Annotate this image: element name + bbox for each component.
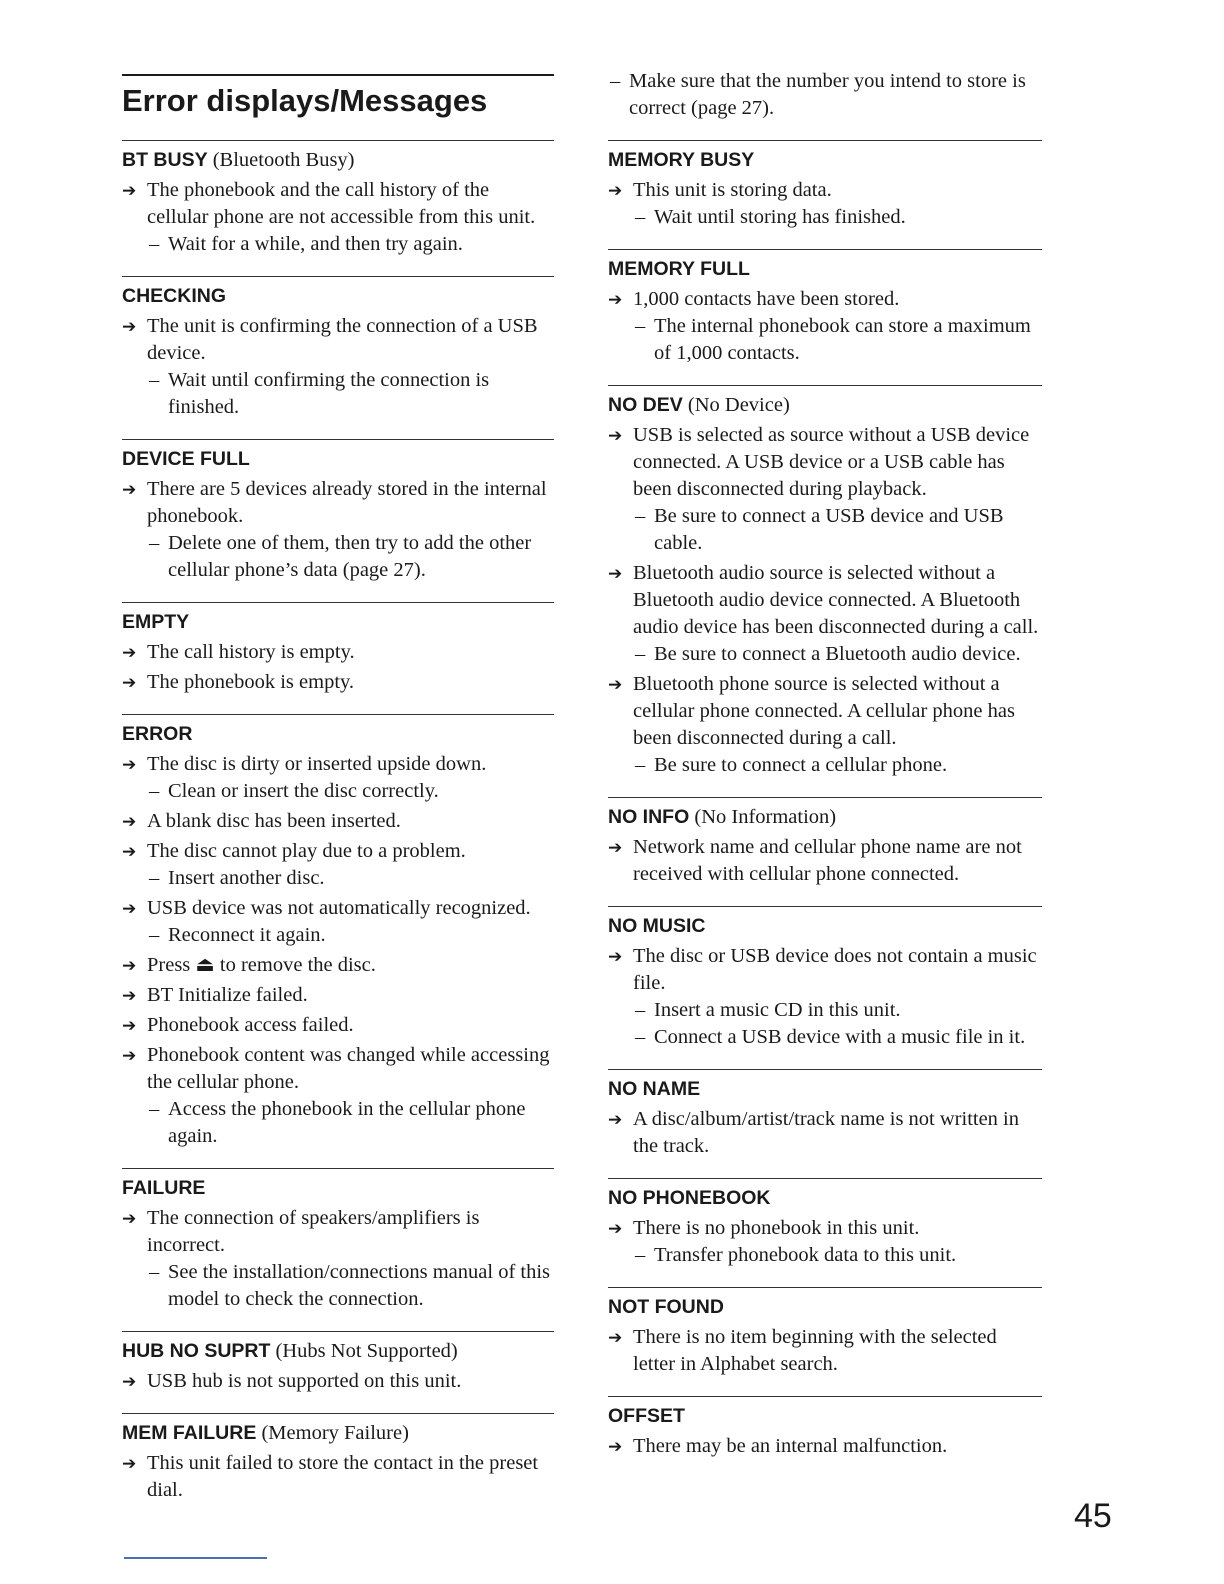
arrow-icon: ➔ bbox=[608, 947, 623, 966]
remedy-text: Connect a USB device with a music file in it. bbox=[654, 1026, 1026, 1048]
error-entry bbox=[122, 714, 554, 1168]
remedy-item bbox=[633, 752, 1042, 779]
right-column bbox=[608, 68, 1042, 1478]
error-code: DEVICE FULL bbox=[122, 448, 250, 470]
arrow-icon: ➔ bbox=[608, 1328, 623, 1347]
remedy-item bbox=[633, 997, 1042, 1024]
error-code: EMPTY bbox=[122, 611, 190, 633]
remedy-text: See the installation/connections manual of this model to check the connection. bbox=[168, 1261, 551, 1310]
error-description: (Memory Failure) bbox=[261, 1422, 409, 1444]
entry-heading bbox=[122, 1175, 554, 1202]
dash-marker: – bbox=[149, 780, 160, 802]
entry-heading bbox=[608, 1403, 1042, 1430]
arrow-icon: ➔ bbox=[608, 1110, 623, 1129]
error-code: NO PHONEBOOK bbox=[608, 1187, 771, 1209]
entry-heading bbox=[122, 283, 554, 310]
cause-text: The disc cannot play due to a problem. bbox=[147, 840, 466, 862]
arrow-icon: ➔ bbox=[122, 1454, 137, 1473]
error-entry bbox=[608, 140, 1042, 249]
dash-marker: – bbox=[635, 1244, 646, 1266]
cause-item bbox=[122, 1450, 554, 1504]
arrow-icon: ➔ bbox=[608, 181, 623, 200]
cause-item bbox=[608, 560, 1042, 641]
remedy-item bbox=[147, 530, 554, 584]
arrow-icon: ➔ bbox=[608, 564, 623, 583]
error-entry bbox=[122, 439, 554, 602]
dash-marker: – bbox=[149, 369, 160, 391]
arrow-icon: ➔ bbox=[122, 317, 137, 336]
cause-item bbox=[122, 808, 554, 835]
entry-heading bbox=[608, 392, 1042, 419]
dash-marker: – bbox=[149, 233, 160, 255]
remedy-text: Transfer phonebook data to this unit. bbox=[654, 1244, 957, 1266]
cause-text: USB is selected as source without a USB device connected. A USB device or a USB cable has been disconnected during playback. bbox=[633, 424, 1030, 500]
cause-text: Bluetooth phone source is selected without a cellular phone connected. A cellular phone has been disconnected during a call. bbox=[633, 673, 1015, 749]
cause-item bbox=[608, 177, 1042, 204]
dash-marker: – bbox=[610, 70, 621, 92]
error-code: BT BUSY bbox=[122, 149, 208, 171]
dash-marker: – bbox=[149, 1261, 160, 1283]
arrow-icon: ➔ bbox=[122, 842, 137, 861]
arrow-icon: ➔ bbox=[122, 1046, 137, 1065]
remedy-text: The internal phonebook can store a maximum of 1,000 contacts. bbox=[654, 315, 1031, 364]
error-description: (No Device) bbox=[687, 394, 790, 416]
cause-text: A blank disc has been inserted. bbox=[147, 810, 401, 832]
cause-item bbox=[122, 1205, 554, 1259]
remedy-text: Insert another disc. bbox=[168, 867, 325, 889]
remedy-text: Be sure to connect a USB device and USB cable. bbox=[654, 505, 1004, 554]
entry-heading bbox=[122, 1338, 554, 1365]
error-entry bbox=[608, 797, 1042, 906]
entry-heading bbox=[122, 1420, 554, 1447]
cause-text: This unit is storing data. bbox=[633, 179, 832, 201]
arrow-icon: ➔ bbox=[122, 812, 137, 831]
remedy-text: Delete one of them, then try to add the other cellular phone’s data (page 27). bbox=[168, 532, 532, 581]
error-code: NO NAME bbox=[608, 1078, 701, 1100]
entry-heading bbox=[608, 913, 1042, 940]
cause-text: Press ⏏ to remove the disc. bbox=[147, 954, 376, 976]
cause-text: There is no item beginning with the selected letter in Alphabet search. bbox=[633, 1326, 997, 1375]
error-entry bbox=[122, 1413, 554, 1522]
cause-item bbox=[122, 1012, 554, 1039]
error-description: (Bluetooth Busy) bbox=[212, 149, 355, 171]
error-entry bbox=[122, 1331, 554, 1413]
cause-item bbox=[122, 952, 554, 979]
remedy-text: Access the phonebook in the cellular phone again. bbox=[168, 1098, 526, 1147]
cause-item bbox=[122, 751, 554, 778]
cause-text: The disc or USB device does not contain a music file. bbox=[633, 945, 1037, 994]
arrow-icon: ➔ bbox=[608, 1437, 623, 1456]
error-entry bbox=[122, 1168, 554, 1331]
remedy-item bbox=[633, 204, 1042, 231]
arrow-icon: ➔ bbox=[122, 755, 137, 774]
error-code: HUB NO SUPRT bbox=[122, 1340, 271, 1362]
remedy-text: Wait for a while, and then try again. bbox=[168, 233, 463, 255]
cause-item bbox=[608, 1215, 1042, 1242]
error-code: FAILURE bbox=[122, 1177, 206, 1199]
entry-heading bbox=[122, 609, 554, 636]
remedy-text: Clean or insert the disc correctly. bbox=[168, 780, 439, 802]
arrow-icon: ➔ bbox=[608, 290, 623, 309]
cause-item bbox=[122, 895, 554, 922]
error-entry bbox=[122, 602, 554, 714]
dash-marker: – bbox=[635, 206, 646, 228]
cause-item bbox=[608, 1106, 1042, 1160]
cause-text: The connection of speakers/amplifiers is incorrect. bbox=[147, 1207, 480, 1256]
entry-heading bbox=[122, 446, 554, 473]
remedy-item bbox=[147, 367, 554, 421]
arrow-icon: ➔ bbox=[608, 838, 623, 857]
remedy-item bbox=[633, 503, 1042, 557]
error-code: ERROR bbox=[122, 723, 193, 745]
cause-text: The unit is confirming the connection of a USB device. bbox=[147, 315, 538, 364]
cause-item bbox=[122, 1368, 554, 1395]
dash-marker: – bbox=[635, 1026, 646, 1048]
remedy-text: Make sure that the number you intend to store is correct (page 27). bbox=[629, 70, 1026, 119]
cause-item bbox=[122, 982, 554, 1009]
dash-marker: – bbox=[635, 643, 646, 665]
cause-text: There may be an internal malfunction. bbox=[633, 1435, 948, 1457]
arrow-icon: ➔ bbox=[122, 181, 137, 200]
entry-heading bbox=[122, 721, 554, 748]
cause-item bbox=[608, 671, 1042, 752]
remedy-text: Wait until storing has finished. bbox=[654, 206, 906, 228]
entry-heading bbox=[122, 147, 554, 174]
cause-text: Phonebook access failed. bbox=[147, 1014, 354, 1036]
error-code: MEMORY BUSY bbox=[608, 149, 755, 171]
arrow-icon: ➔ bbox=[122, 1016, 137, 1035]
cause-item bbox=[122, 313, 554, 367]
error-description: (Hubs Not Supported) bbox=[275, 1340, 458, 1362]
page-title: Error displays/Messages bbox=[122, 74, 554, 140]
cause-text: Phonebook content was changed while accessing the cellular phone. bbox=[147, 1044, 550, 1093]
remedy-item bbox=[147, 231, 554, 258]
cause-text: There is no phonebook in this unit. bbox=[633, 1217, 920, 1239]
cause-item bbox=[122, 476, 554, 530]
entry-heading bbox=[608, 1185, 1042, 1212]
dash-marker: – bbox=[635, 315, 646, 337]
arrow-icon: ➔ bbox=[608, 1219, 623, 1238]
footer-rule bbox=[124, 1557, 267, 1559]
arrow-icon: ➔ bbox=[122, 899, 137, 918]
dash-marker: – bbox=[149, 532, 160, 554]
dash-marker: – bbox=[149, 924, 160, 946]
remedy-text: Be sure to connect a Bluetooth audio device. bbox=[654, 643, 1021, 665]
cause-item bbox=[122, 838, 554, 865]
cause-text: USB hub is not supported on this unit. bbox=[147, 1370, 462, 1392]
cause-text: The phonebook and the call history of the cellular phone are not accessible from this unit. bbox=[147, 179, 536, 228]
cause-item bbox=[122, 177, 554, 231]
entry-heading bbox=[608, 804, 1042, 831]
error-entry bbox=[608, 1396, 1042, 1478]
cause-item bbox=[608, 834, 1042, 888]
cause-item bbox=[608, 943, 1042, 997]
arrow-icon: ➔ bbox=[122, 1209, 137, 1228]
error-code: NO MUSIC bbox=[608, 915, 706, 937]
continued-remedy bbox=[608, 68, 1042, 140]
cause-text: BT Initialize failed. bbox=[147, 984, 308, 1006]
cause-item bbox=[122, 639, 554, 666]
error-entry bbox=[608, 249, 1042, 385]
arrow-icon: ➔ bbox=[122, 643, 137, 662]
arrow-icon: ➔ bbox=[122, 956, 137, 975]
error-code: OFFSET bbox=[608, 1405, 685, 1427]
dash-marker: – bbox=[635, 754, 646, 776]
cause-text: USB device was not automatically recognized. bbox=[147, 897, 531, 919]
cause-text: There are 5 devices already stored in the internal phonebook. bbox=[147, 478, 547, 527]
remedy-item bbox=[147, 1096, 554, 1150]
cause-item bbox=[122, 669, 554, 696]
remedy-item bbox=[147, 1259, 554, 1313]
error-code: MEMORY FULL bbox=[608, 258, 750, 280]
entry-heading bbox=[608, 1076, 1042, 1103]
cause-text: Network name and cellular phone name are not received with cellular phone connected. bbox=[633, 836, 1022, 885]
cause-item bbox=[608, 286, 1042, 313]
dash-marker: – bbox=[149, 867, 160, 889]
cause-item bbox=[608, 1324, 1042, 1378]
cause-text: Bluetooth audio source is selected without a Bluetooth audio device connected. A Bluetooth audio device has been disconnected during a call. bbox=[633, 562, 1039, 638]
error-code: CHECKING bbox=[122, 285, 227, 307]
remedy-text: Wait until confirming the connection is finished. bbox=[168, 369, 490, 418]
error-code: NOT FOUND bbox=[608, 1296, 724, 1318]
error-entry bbox=[608, 1287, 1042, 1396]
remedy-text: Be sure to connect a cellular phone. bbox=[654, 754, 948, 776]
entry-heading bbox=[608, 256, 1042, 283]
remedy-item bbox=[147, 922, 554, 949]
remedy-text: Insert a music CD in this unit. bbox=[654, 999, 901, 1021]
remedy-item bbox=[147, 865, 554, 892]
cause-text: 1,000 contacts have been stored. bbox=[633, 288, 900, 310]
error-code: NO INFO bbox=[608, 806, 690, 828]
error-entry bbox=[122, 276, 554, 439]
error-entry bbox=[122, 140, 554, 276]
page-number: 45 bbox=[1074, 1497, 1112, 1535]
remedy-item bbox=[633, 1242, 1042, 1269]
remedy-item bbox=[147, 778, 554, 805]
error-code: MEM FAILURE bbox=[122, 1422, 257, 1444]
error-entry bbox=[608, 906, 1042, 1069]
cause-text: A disc/album/artist/track name is not written in the track. bbox=[633, 1108, 1020, 1157]
cause-item bbox=[608, 422, 1042, 503]
remedy-text: Reconnect it again. bbox=[168, 924, 326, 946]
cause-text: This unit failed to store the contact in the preset dial. bbox=[147, 1452, 539, 1501]
dash-marker: – bbox=[635, 999, 646, 1021]
dash-marker: – bbox=[635, 505, 646, 527]
cause-item bbox=[122, 1042, 554, 1096]
remedy-item bbox=[633, 641, 1042, 668]
error-entry bbox=[608, 1178, 1042, 1287]
arrow-icon: ➔ bbox=[122, 1372, 137, 1391]
error-entry bbox=[608, 1069, 1042, 1178]
error-entry bbox=[608, 385, 1042, 797]
cause-text: The disc is dirty or inserted upside down. bbox=[147, 753, 487, 775]
left-column bbox=[122, 74, 554, 1522]
arrow-icon: ➔ bbox=[608, 426, 623, 445]
error-code: NO DEV bbox=[608, 394, 683, 416]
dash-marker: – bbox=[149, 1098, 160, 1120]
arrow-icon: ➔ bbox=[122, 673, 137, 692]
entry-heading bbox=[608, 147, 1042, 174]
remedy-item bbox=[633, 313, 1042, 367]
remedy-item bbox=[633, 1024, 1042, 1051]
cause-text: The phonebook is empty. bbox=[147, 671, 355, 693]
error-description: (No Information) bbox=[694, 806, 837, 828]
arrow-icon: ➔ bbox=[122, 480, 137, 499]
cause-item bbox=[608, 1433, 1042, 1460]
arrow-icon: ➔ bbox=[608, 675, 623, 694]
cause-text: The call history is empty. bbox=[147, 641, 355, 663]
entry-heading bbox=[608, 1294, 1042, 1321]
arrow-icon: ➔ bbox=[122, 986, 137, 1005]
